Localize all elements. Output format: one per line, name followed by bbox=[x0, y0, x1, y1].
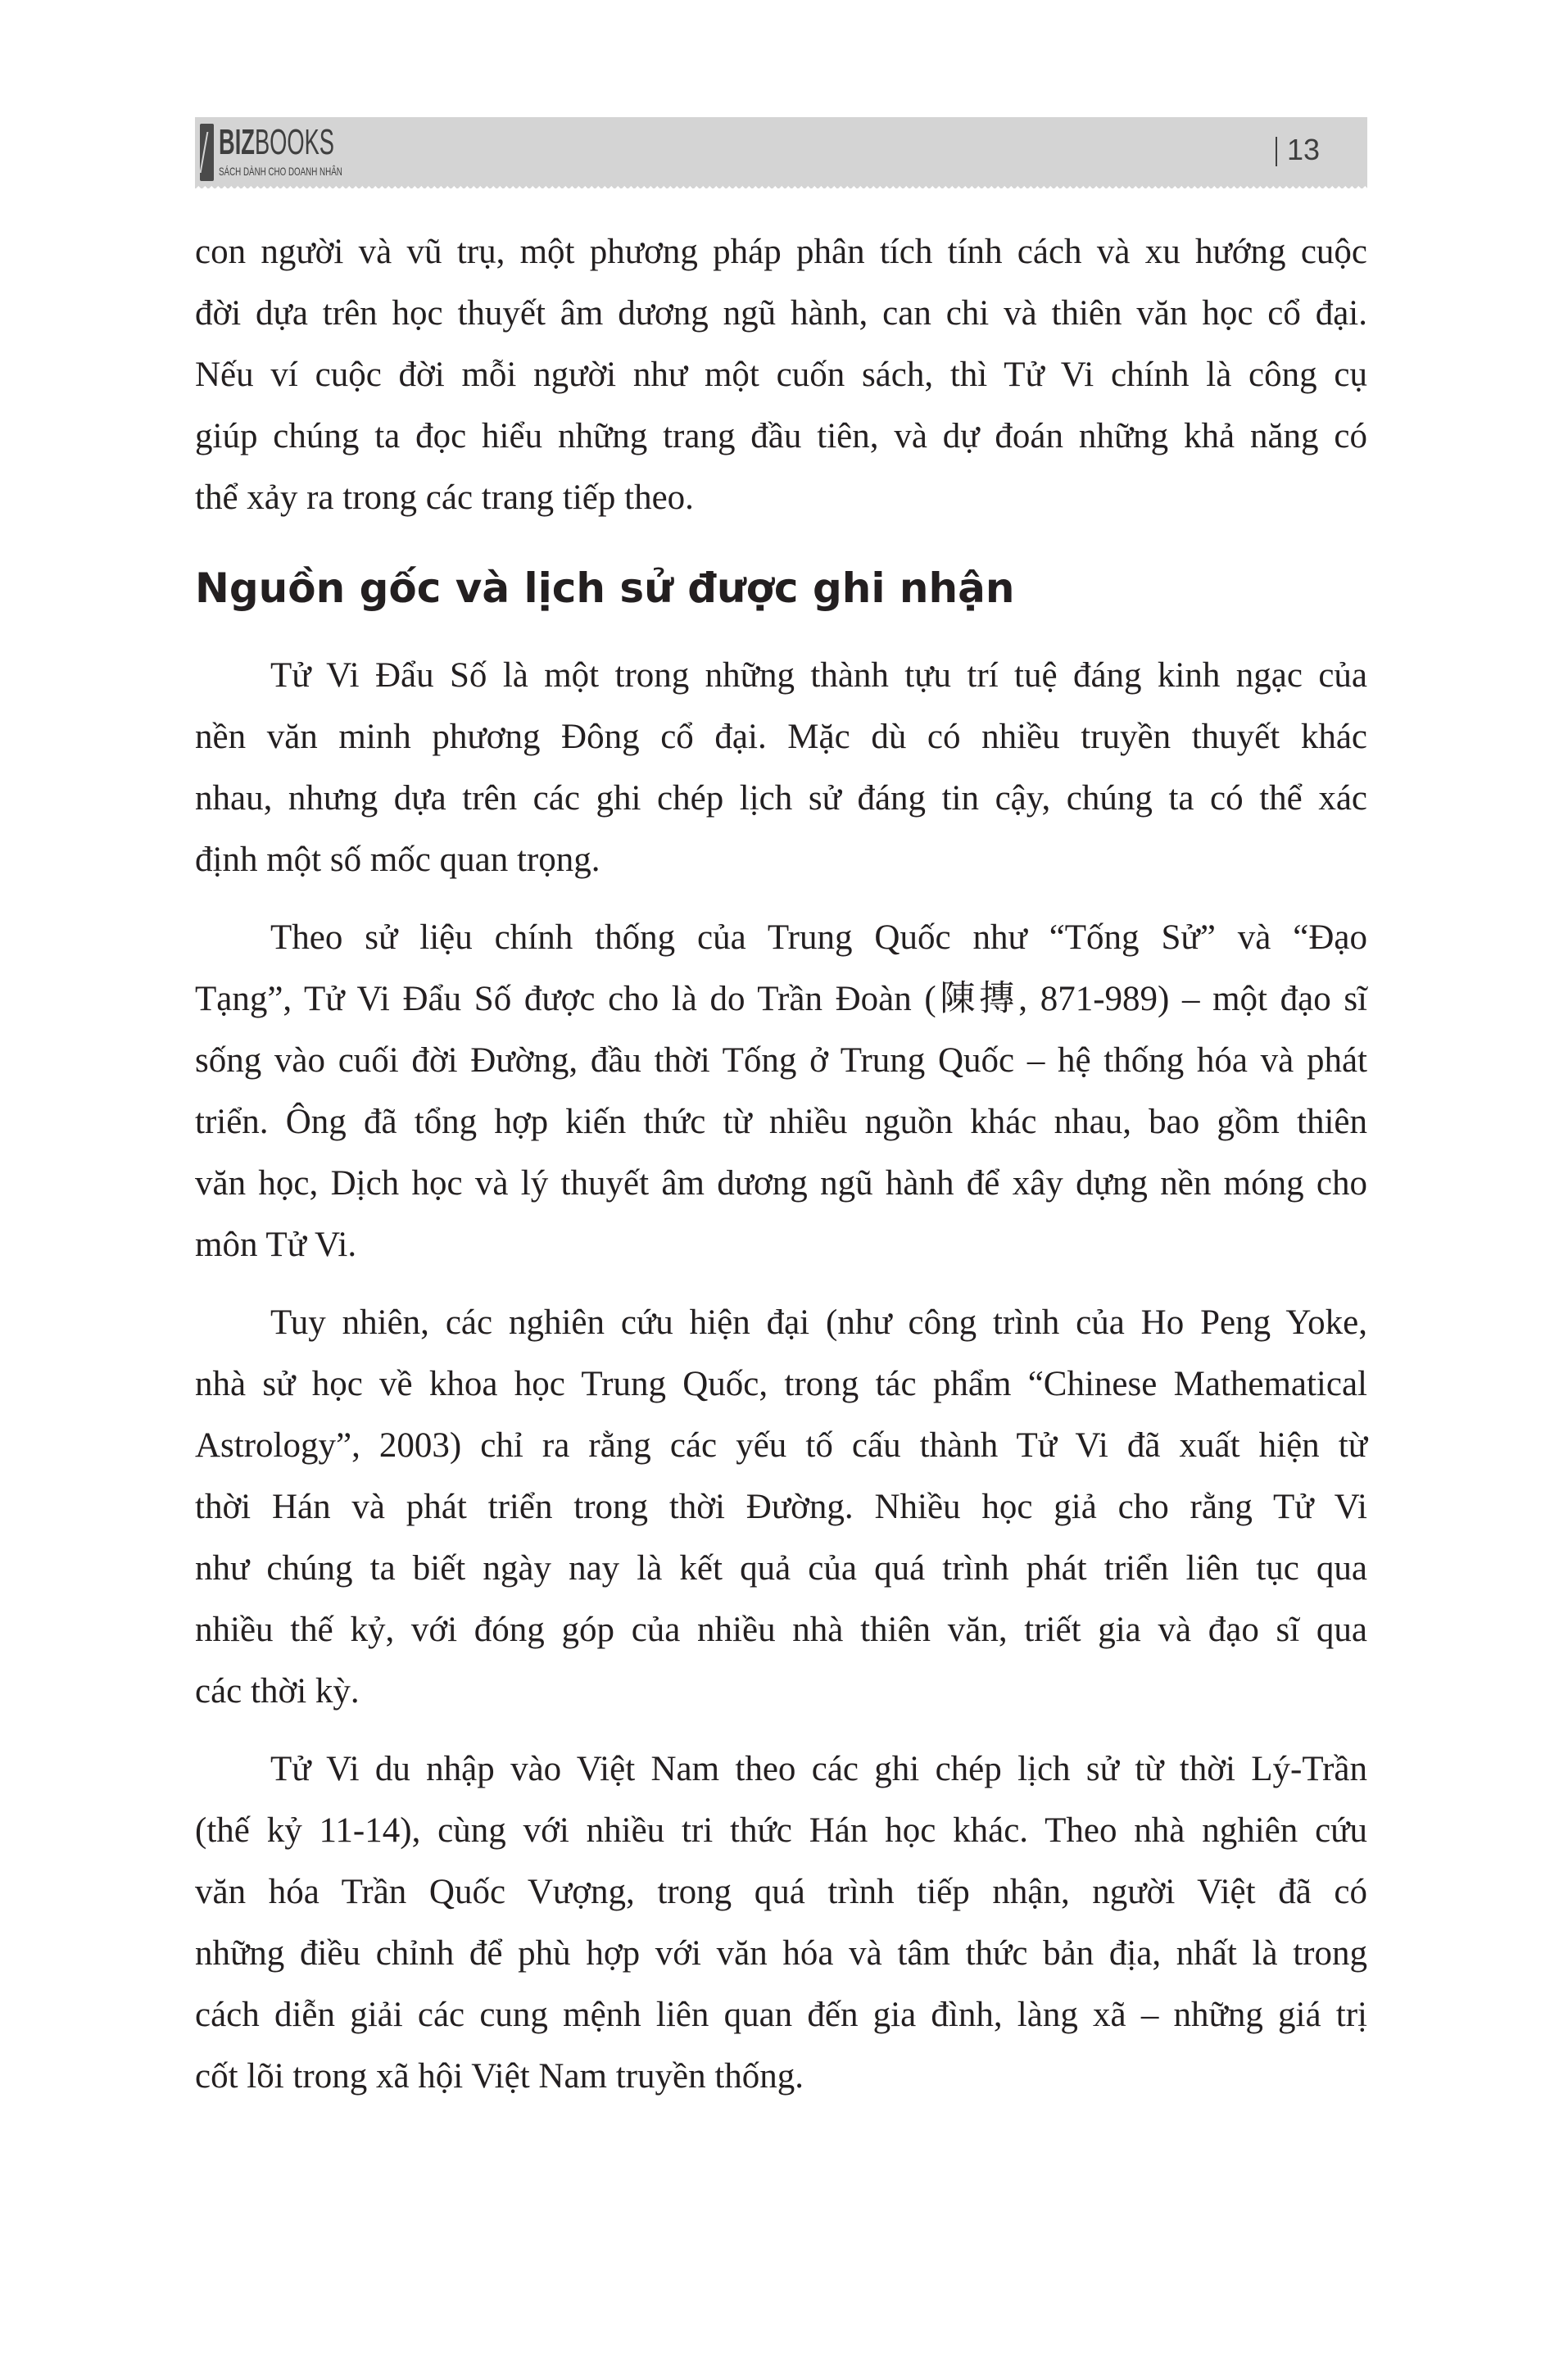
text-line: thời Hán và phát triển trong thời Đường. Nhiều học giả cho rằng Tử Vi bbox=[195, 1488, 1367, 1526]
text-line: giúp chúng ta đọc hiểu những trang đầu tiên, và dự đoán những khả năng có bbox=[195, 417, 1367, 455]
text-line: cách diễn giải các cung mệnh liên quan đến gia đình, làng xã – những giá trị bbox=[195, 1996, 1367, 2034]
bizbooks-logo bbox=[200, 124, 405, 181]
text-line: đời dựa trên học thuyết âm dương ngũ hành, can chi và thiên văn học cổ đại. bbox=[195, 294, 1367, 333]
text-line: con người và vũ trụ, một phương pháp phân tích tính cách và xu hướng cuộc bbox=[195, 233, 1367, 271]
text-line: văn học, Dịch học và lý thuyết âm dương ngũ hành để xây dựng nền móng cho bbox=[195, 1164, 1367, 1203]
text-line: sống vào cuối đời Đường, đầu thời Tống ở Trung Quốc – hệ thống hóa và phát bbox=[195, 1041, 1367, 1080]
page-number bbox=[1276, 134, 1320, 166]
text-line: như chúng ta biết ngày nay là kết quả của quá trình phát triển liên tục qua bbox=[195, 1549, 1367, 1588]
page-number-value: 13 bbox=[1286, 133, 1320, 166]
logo-brand bbox=[219, 124, 334, 161]
logo-tagline: SÁCH DÀNH CHO DOANH NHÂN bbox=[219, 165, 342, 178]
text-line: thể xảy ra trong các trang tiếp theo. bbox=[195, 478, 694, 517]
body-paragraph bbox=[195, 1738, 1367, 2107]
section-heading: Nguồn gốc và lịch sử được ghi nhận bbox=[195, 564, 1015, 612]
page-body bbox=[195, 221, 1367, 2123]
text-line: môn Tử Vi. bbox=[195, 1226, 357, 1264]
text-line: nền văn minh phương Đông cổ đại. Mặc dù có nhiều truyền thuyết khác bbox=[195, 718, 1367, 756]
body-paragraph bbox=[195, 1292, 1367, 1722]
text-line: Nếu ví cuộc đời mỗi người như một cuốn sách, thì Tử Vi chính là công cụ bbox=[195, 356, 1367, 394]
text-line: Tuy nhiên, các nghiên cứu hiện đại (như công trình của Ho Peng Yoke, bbox=[270, 1303, 1367, 1342]
text-line: các thời kỳ. bbox=[195, 1672, 360, 1711]
running-header bbox=[195, 117, 1367, 183]
text-line: triển. Ông đã tổng hợp kiến thức từ nhiều nguồn khác nhau, bao gồm thiên bbox=[195, 1103, 1367, 1141]
text-line: nhiều thế kỷ, với đóng góp của nhiều nhà thiên văn, triết gia và đạo sĩ qua bbox=[195, 1611, 1367, 1649]
body-paragraph bbox=[195, 907, 1367, 1276]
logo-emblem-icon bbox=[200, 124, 214, 181]
body-paragraph bbox=[195, 645, 1367, 890]
text-line: Theo sử liệu chính thống của Trung Quốc như “Tống Sử” và “Đạo bbox=[270, 918, 1367, 957]
text-line: văn hóa Trần Quốc Vượng, trong quá trình tiếp nhận, người Việt đã có bbox=[195, 1873, 1367, 1911]
text-line: Astrology”, 2003) chỉ ra rằng các yếu tố cấu thành Tử Vi đã xuất hiện từ bbox=[195, 1426, 1367, 1465]
text-line: cốt lõi trong xã hội Việt Nam truyền thống. bbox=[195, 2057, 804, 2096]
divider bbox=[1276, 137, 1277, 166]
text-line: Tử Vi Đẩu Số là một trong những thành tựu trí tuệ đáng kinh ngạc của bbox=[270, 656, 1367, 695]
brand-light: BOOKS bbox=[254, 122, 334, 162]
text-line: nhà sử học về khoa học Trung Quốc, trong tác phẩm “Chinese Mathematical bbox=[195, 1365, 1367, 1403]
text-line: nhau, nhưng dựa trên các ghi chép lịch sử đáng tin cậy, chúng ta có thể xác bbox=[195, 779, 1367, 818]
brand-bold: BIZ bbox=[219, 122, 255, 162]
text-line: (thế kỷ 11-14), cùng với nhiều tri thức Hán học khác. Theo nhà nghiên cứu bbox=[195, 1811, 1367, 1850]
text-line: định một số mốc quan trọng. bbox=[195, 841, 600, 879]
text-line: những điều chỉnh để phù hợp với văn hóa và tâm thức bản địa, nhất là trong bbox=[195, 1934, 1367, 1973]
text-line: Tử Vi du nhập vào Việt Nam theo các ghi chép lịch sử từ thời Lý-Trần bbox=[270, 1750, 1367, 1788]
intro-paragraph bbox=[195, 221, 1367, 528]
text-line: Tạng”, Tử Vi Đẩu Số được cho là do Trần Đoàn (陳摶, 871-989) – một đạo sĩ bbox=[195, 980, 1367, 1018]
